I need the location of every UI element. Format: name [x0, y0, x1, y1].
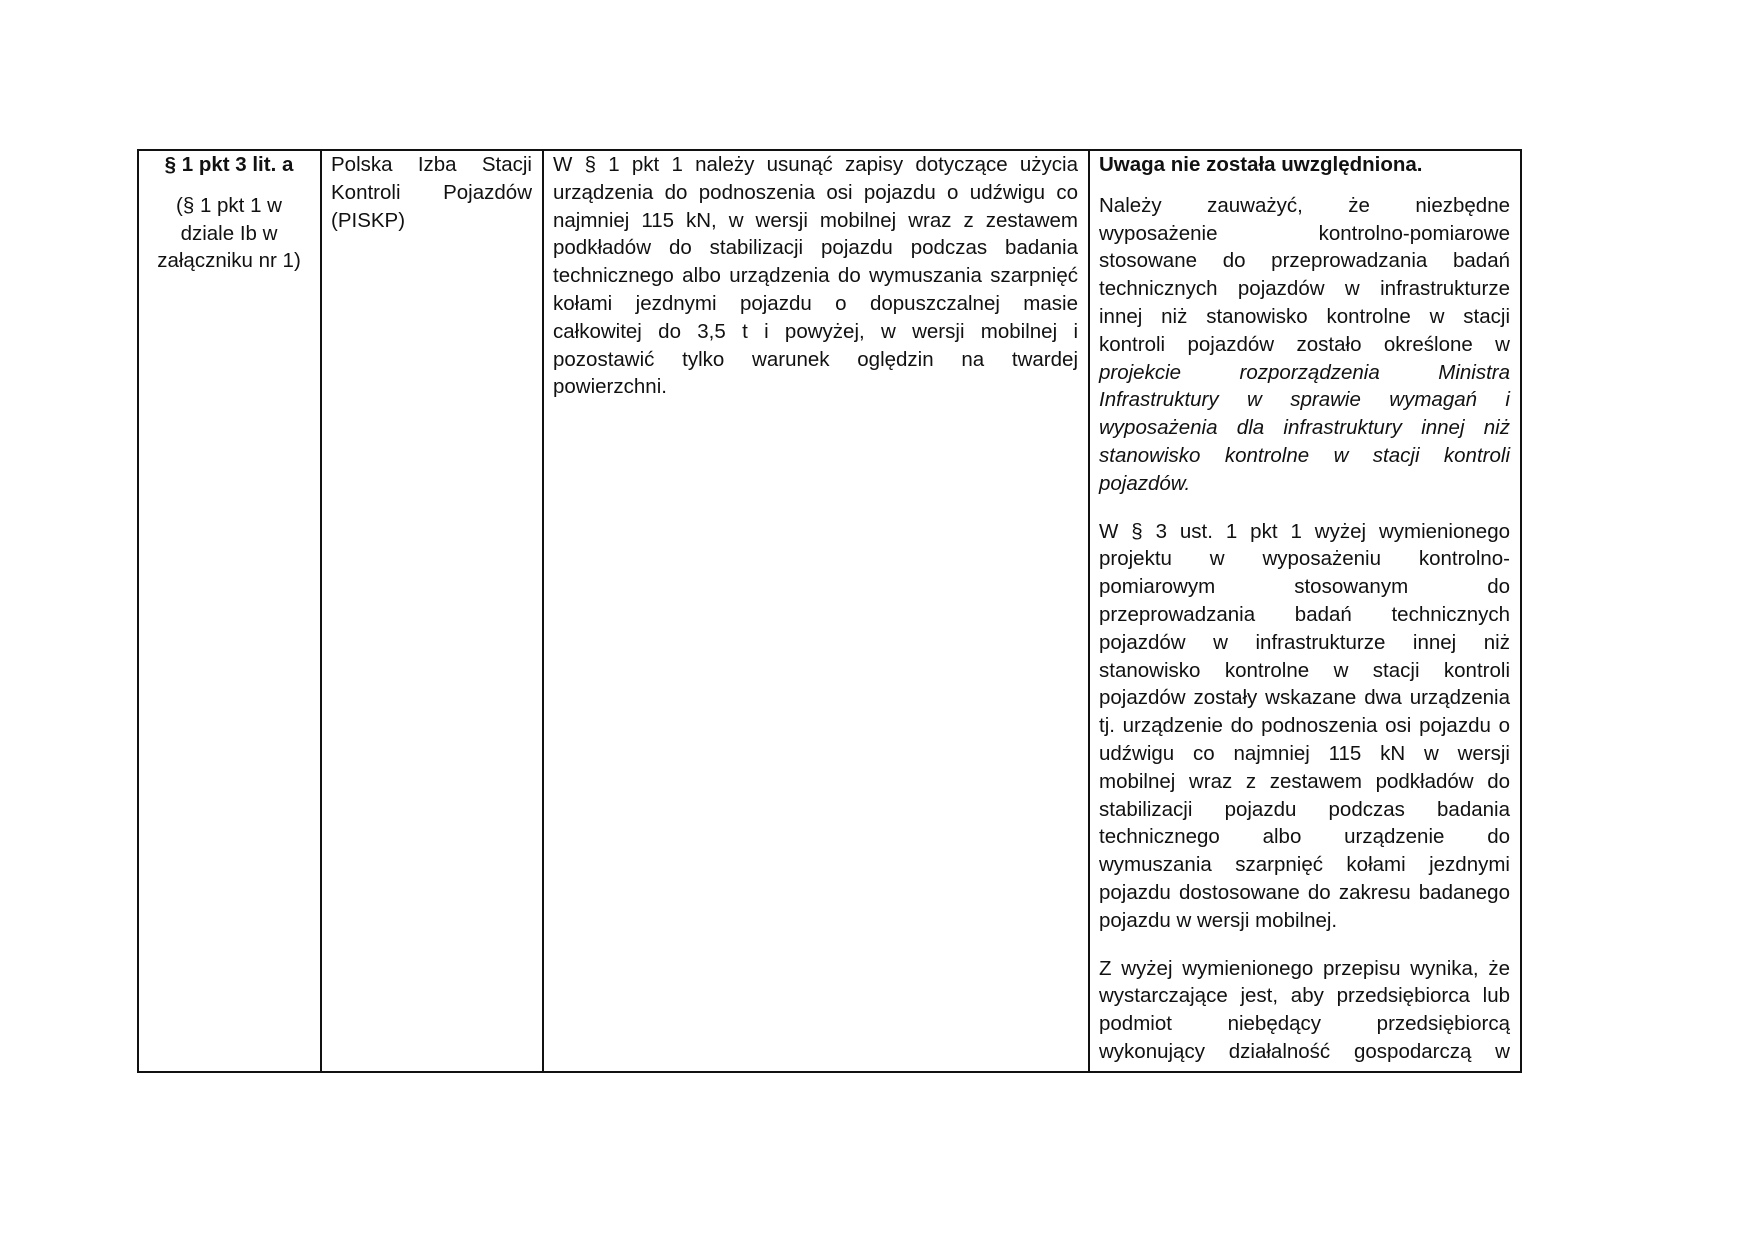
remark-cell — [543, 150, 1089, 1072]
provision-reference-cell — [138, 150, 321, 1072]
remark-text: W § 1 pkt 1 należy usunąć zapisy dotyczące użycia urządzenia do podnoszenia osi pojazdu o udźwigu co najmniej 115 kN, w wersji mobilnej wraz z zestawem podkładów do stabilizacji pojazdu podczas badania technicznego albo urządzenia do wymuszania szarpnięć kołami jezdnymi pojazdu o dopuszczalnej masie całkowitej do 3,5 t i powyżej, w wersji mobilnej i pozostawić tylko warunek oględzin na twardej powierzchni. — [553, 153, 1078, 399]
table-row — [138, 150, 1521, 1072]
comments-table — [137, 149, 1522, 1073]
submitter-cell — [321, 150, 543, 1072]
response-paragraph-3: Z wyżej wymienionego przepisu wynika, że wystarczające jest, aby przedsiębiorca lub podmiot niebędący przedsiębiorcą wykonujący działalność gospodarczą w — [1099, 956, 1510, 1063]
response-paragraph-2: W § 3 ust. 1 pkt 1 wyżej wymienionego projektu w wyposażeniu kontrolno-pomiarowym stosowanym do przeprowadzania badań technicznych pojazdów w infrastrukturze innej niż stanowisko kontrolne w stacji kontroli pojazdów zostały wskazane dwa urządzenia tj. urządzenie do podnoszenia osi pojazdu o udźwigu co najmniej 115 kN w wersji mobilnej wraz z zestawem podkładów do stabilizacji pojazdu podczas badania technicznego albo urządzenie do wymuszania szarpnięć kołami jezdnymi pojazdu dostosowane do zakresu badanego pojazdu w wersji mobilnej. — [1099, 519, 1510, 932]
response-paragraph-1 — [1099, 192, 1510, 498]
provision-subreference: (§ 1 pkt 1 w dziale Ib w załączniku nr 1) — [157, 193, 301, 273]
provision-reference: § 1 pkt 3 lit. a — [164, 153, 294, 176]
response-cell — [1089, 150, 1521, 1072]
response-paragraph-1-text: Należy zauważyć, że niezbędne wyposażenie kontrolno-pomiarowe stosowane do przeprowadzania badań technicznych pojazdów w infrastrukturze innej niż stanowisko kontrolne w stacji kontroli pojazdów zostało określone w — [1099, 193, 1510, 356]
response-heading: Uwaga nie została uwzględniona. — [1099, 153, 1423, 176]
submitter-name: Polska Izba Stacji Kontroli Pojazdów (PISKP) — [331, 153, 532, 232]
response-paragraph-1-italic: projekcie rozporządzenia Ministra Infrastruktury w sprawie wymagań i wyposażenia dla infrastruktury innej niż stanowisko kontrolne w stacji kontroli pojazdów. — [1099, 360, 1510, 495]
